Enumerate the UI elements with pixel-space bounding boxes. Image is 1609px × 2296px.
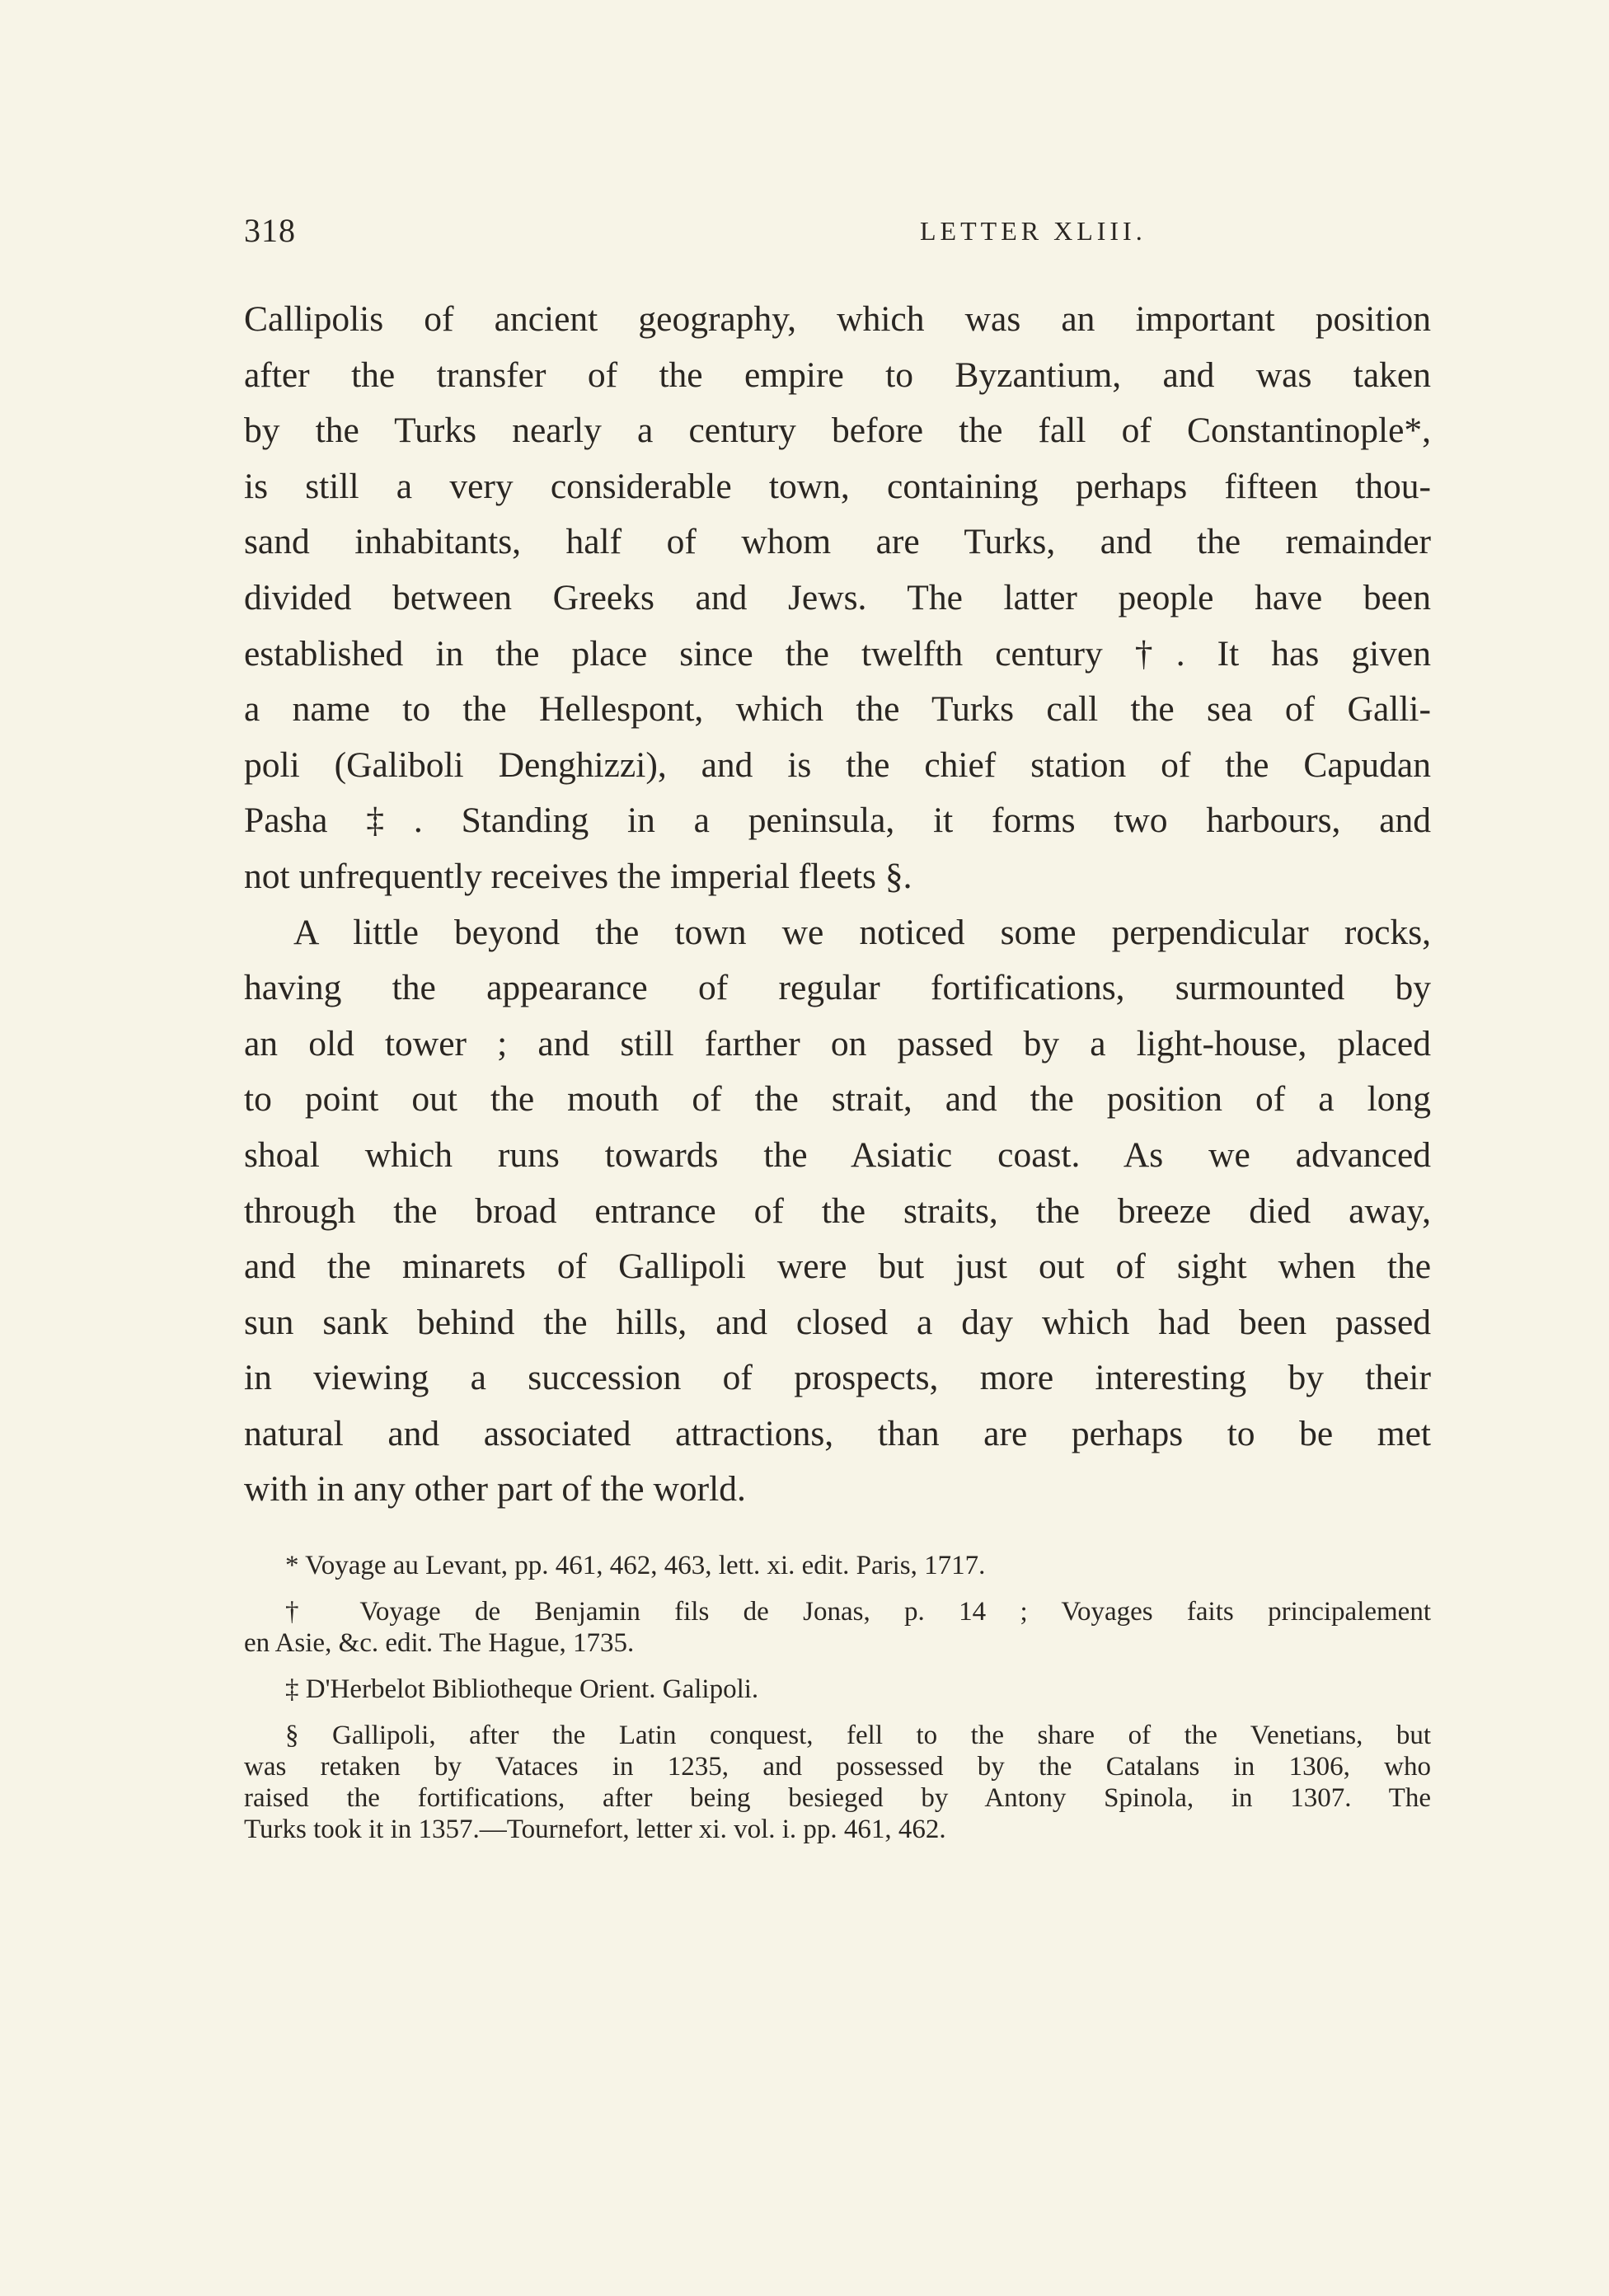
footnote-line: en Asie, &c. edit. The Hague, 1735. — [244, 1628, 635, 1658]
footnote-line: ‡ D'Herbelot Bibliotheque Orient. Galipoli. — [285, 1674, 759, 1704]
body-line: having the appearance of regular fortifications, surmounted by — [244, 968, 1431, 1008]
body-line: a name to the Hellespont, which the Turks call the sea of Galli- — [244, 689, 1431, 730]
footnote-line: * Voyage au Levant, pp. 461, 462, 463, lett. xi. edit. Paris, 1717. — [285, 1551, 986, 1580]
running-title: LETTER XLIII. — [920, 216, 1147, 246]
footnote-1 — [244, 1550, 1431, 1581]
body-line: Callipolis of ancient geography, which was an important position — [244, 299, 1431, 339]
footnote-line: was retaken by Vataces in 1235, and possessed by the Catalans in 1306, who — [244, 1752, 1431, 1782]
body-line: with in any other part of the world. — [244, 1469, 746, 1510]
body-line: A little beyond the town we noticed some perpendicular rocks, — [293, 912, 1431, 952]
body-line: sun sank behind the hills, and closed a day which had been passed — [244, 1302, 1431, 1342]
body-line: divided between Greeks and Jews. The latter people have been — [244, 577, 1431, 617]
body-line: not unfrequently receives the imperial fleets §. — [244, 856, 912, 896]
page-number: 318 — [244, 212, 296, 249]
body-line: to point out the mouth of the strait, and the position of a long — [244, 1079, 1431, 1120]
body-text — [244, 292, 1431, 1518]
footnote-line: raised the fortifications, after being besieged by Antony Spinola, in 1307. The — [244, 1783, 1431, 1813]
body-line: Pasha ‡. Standing in a peninsula, it forms two harbours, and — [244, 801, 1431, 841]
footnote-line: § Gallipoli, after the Latin conquest, fell to the share of the Venetians, but — [285, 1721, 1431, 1750]
footnote-2 — [244, 1596, 1431, 1659]
body-line: established in the place since the twelfth century †. It has given — [244, 633, 1431, 674]
body-line: in viewing a succession of prospects, more interesting by their — [244, 1358, 1431, 1398]
footnote-4 — [244, 1720, 1431, 1845]
body-line: through the broad entrance of the straits, the breeze died away, — [244, 1190, 1431, 1231]
footnote-3 — [244, 1674, 1431, 1705]
body-line: is still a very considerable town, containing perhaps fifteen thou- — [244, 466, 1431, 506]
body-line: shoal which runs towards the Asiatic coast. As we advanced — [244, 1134, 1431, 1175]
body-line: natural and associated attractions, than are perhaps to be met — [244, 1413, 1431, 1453]
footnotes — [244, 1550, 1431, 1845]
body-line: and the minarets of Gallipoli were but just out of sight when the — [244, 1247, 1431, 1287]
body-line: after the transfer of the empire to Byzantium, and was taken — [244, 354, 1431, 395]
body-line: sand inhabitants, half of whom are Turks, and the remainder — [244, 522, 1431, 562]
running-head — [244, 211, 1431, 261]
footnote-line: Turks took it in 1357.—Tournefort, letter xi. vol. i. pp. 461, 462. — [244, 1815, 946, 1844]
footnote-line: † Voyage de Benjamin fils de Jonas, p. 14 ; Voyages faits principalement — [285, 1597, 1431, 1627]
body-line: poli (Galiboli Denghizzi), and is the chief station of the Capudan — [244, 744, 1431, 785]
body-line: by the Turks nearly a century before the fall of Constantinople*, — [244, 411, 1431, 451]
body-line: an old tower ; and still farther on passed by a light-house, placed — [244, 1023, 1431, 1063]
